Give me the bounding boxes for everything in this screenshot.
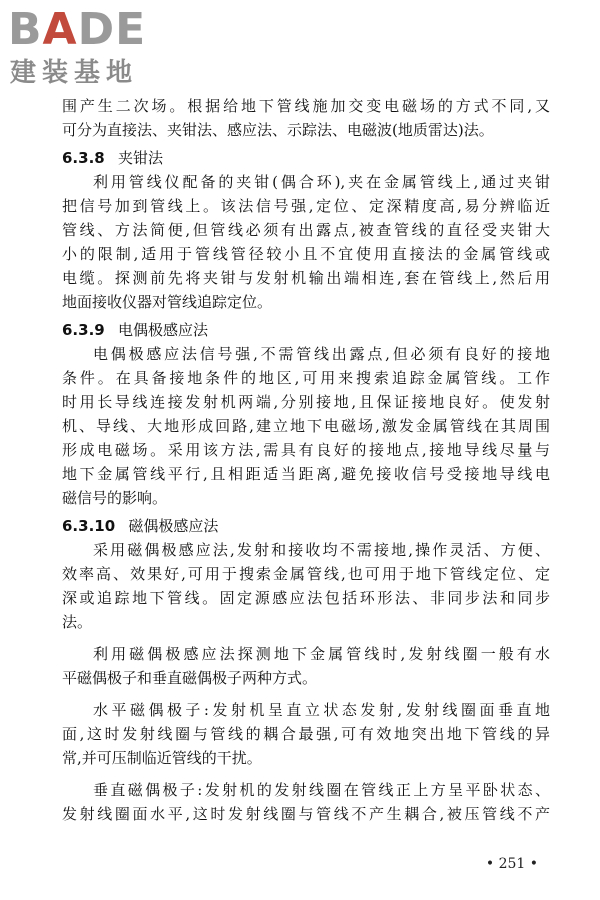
text-line: 地面接收仪器对管线追踪定位。 [62, 293, 273, 311]
paragraph [62, 342, 550, 510]
text-line: 时用长导线连接发射机两端,分别接地,且保证接地良好。使发射 [62, 393, 550, 411]
watermark-subtitle: 建装基地 [10, 58, 139, 88]
section-title: 磁偶极感应法 [128, 517, 219, 535]
text-line: 垂直磁偶极子:发射机的发射线圈在管线正上方呈平卧状态、 [93, 781, 550, 799]
section-6-3-10 [62, 514, 550, 826]
text-line: 把信号加到管线上。该法信号强,定位、定深精度高,易分辨临近 [62, 197, 550, 215]
section-title: 夹钳法 [117, 149, 163, 167]
text-line: 围产生二次场。根据给地下管线施加交变电磁场的方式不同,又 [62, 97, 550, 115]
intro-paragraph [62, 94, 550, 142]
text-line: 采用磁偶极感应法,发射和接收均不需接地,操作灵活、方便、 [93, 541, 550, 559]
watermark-brand: BADE [8, 4, 147, 55]
section-number: 6.3.10 [62, 517, 116, 535]
text-line: 效率高、效果好,可用于搜索金属管线,也可用于地下管线定位、定 [62, 565, 550, 583]
watermark-brand-accent: A [42, 4, 78, 55]
paragraph [62, 698, 550, 770]
section-heading [62, 318, 550, 342]
section-number: 6.3.9 [62, 321, 105, 339]
watermark-logo [8, 6, 178, 98]
section-title: 电偶极感应法 [117, 321, 208, 339]
text-line: 电偶极感应法信号强,不需管线出露点,但必须有良好的接地 [93, 345, 550, 363]
text-line: 利用磁偶极感应法探测地下金属管线时,发射线圈一般有水 [93, 645, 550, 663]
text-line: 条件。在具备接地条件的地区,可用来搜索追踪金属管线。工作 [62, 369, 550, 387]
text-line: 利用管线仪配备的夹钳(偶合环),夹在金属管线上,通过夹钳 [93, 173, 550, 191]
text-line: 管线、方法简便,但管线必须有出露点,被查管线的直径受夹钳大 [62, 221, 550, 239]
paragraph [62, 778, 550, 826]
text-line: 深或追踪地下管线。固定源感应法包括环形法、非同步法和同步 [62, 589, 550, 607]
text-line: 面,这时发射线圈与管线的耦合最强,可有效地突出地下管线的异 [62, 725, 550, 743]
text-line: 机、导线、大地形成回路,建立地下电磁场,激发金属管线在其周围 [62, 417, 550, 435]
section-6-3-8 [62, 146, 550, 314]
text-line: 平磁偶极子和垂直磁偶极子两种方式。 [62, 669, 318, 687]
page-body [62, 94, 550, 826]
section-heading [62, 514, 550, 538]
paragraph [62, 642, 550, 690]
section-heading [62, 146, 550, 170]
text-line: 法。 [62, 613, 93, 631]
text-line: 常,并可压制临近管线的干扰。 [62, 749, 262, 767]
text-line: 地下金属管线平行,且相距适当距离,避免接收信号受接地导线电 [62, 465, 550, 483]
section-6-3-9 [62, 318, 550, 510]
text-line: 发射线圈面水平,这时发射线圈与管线不产生耦合,被压管线不产 [62, 805, 550, 823]
text-line: 可分为直接法、夹钳法、感应法、示踪法、电磁波(地质雷达)法。 [62, 121, 494, 139]
text-line: 形成电磁场。采用该方法,需具有良好的接地点,接地导线尽量与 [62, 441, 550, 459]
text-line: 磁信号的影响。 [62, 489, 168, 507]
text-line: 电缆。探测前先将夹钳与发射机输出端相连,套在管线上,然后用 [62, 269, 550, 287]
paragraph [62, 170, 550, 314]
text-line: 小的限制,适用于管线管径较小且不宜使用直接法的金属管线或 [62, 245, 550, 263]
section-number: 6.3.8 [62, 149, 105, 167]
text-line: 水平磁偶极子:发射机呈直立状态发射,发射线圈面垂直地 [93, 701, 550, 719]
paragraph [62, 538, 550, 634]
page-number: • 251 • [485, 856, 538, 872]
